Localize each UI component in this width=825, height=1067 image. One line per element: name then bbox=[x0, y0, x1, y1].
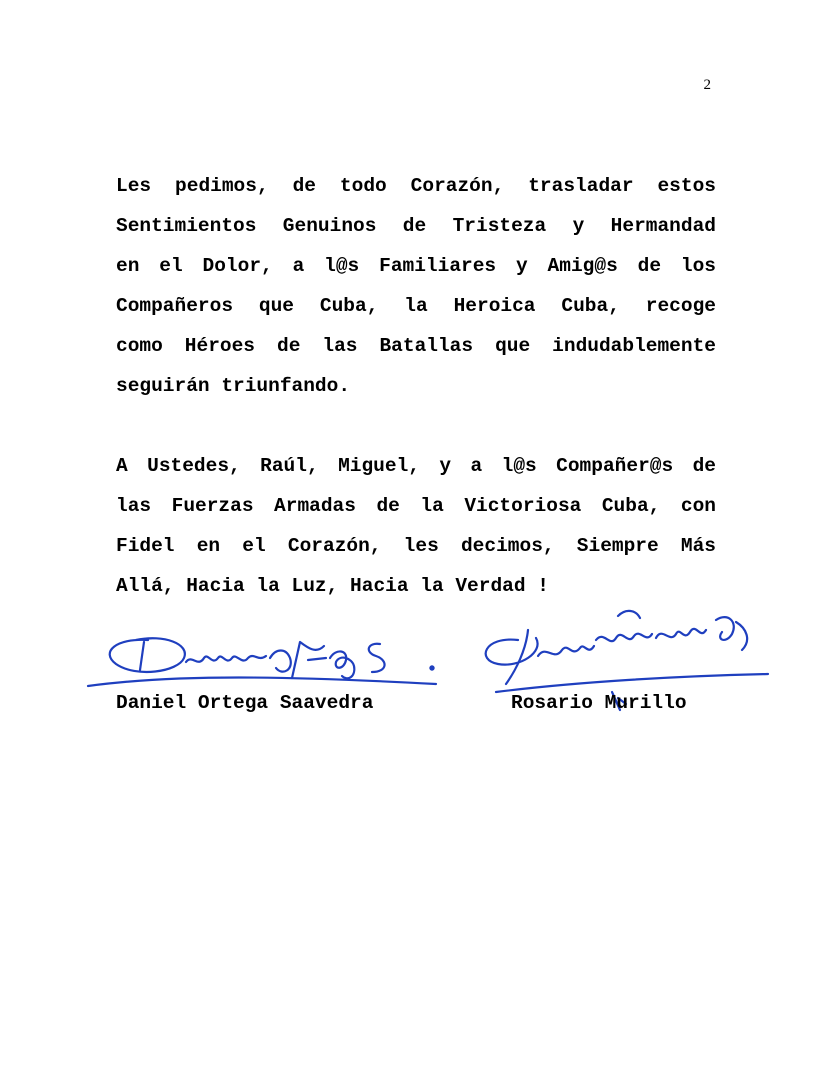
page-number: 2 bbox=[703, 77, 711, 93]
paragraph-line: Compañeros que Cuba, la Heroica Cuba, recoge bbox=[116, 295, 716, 317]
paragraph-line: seguirán triunfando. bbox=[116, 375, 351, 397]
paragraph-line: las Fuerzas Armadas de la Victoriosa Cuba, con bbox=[116, 495, 716, 517]
signatory-name-daniel-ortega: Daniel Ortega Saavedra bbox=[116, 692, 374, 714]
paragraph-condolences bbox=[116, 166, 716, 406]
paragraph-line: Allá, Hacia la Luz, Hacia la Verdad ! bbox=[116, 575, 549, 597]
signatory-name-rosario-murillo: Rosario Murillo bbox=[511, 692, 687, 714]
paragraph-line: como Héroes de las Batallas que indudablemente bbox=[116, 335, 716, 357]
paragraph-line: en el Dolor, a l@s Familiares y Amig@s de los bbox=[116, 255, 716, 277]
paragraph-line: Sentimientos Genuinos de Tristeza y Hermandad bbox=[116, 215, 716, 237]
paragraph-dedication bbox=[116, 446, 716, 606]
paragraph-line: Les pedimos, de todo Corazón, trasladar estos bbox=[116, 175, 716, 197]
signature-daniel-ortega bbox=[86, 618, 446, 698]
paragraph-line: A Ustedes, Raúl, Miguel, y a l@s Compañer@s de bbox=[116, 455, 716, 477]
paragraph-line: Fidel en el Corazón, les decimos, Siempre Más bbox=[116, 535, 716, 557]
